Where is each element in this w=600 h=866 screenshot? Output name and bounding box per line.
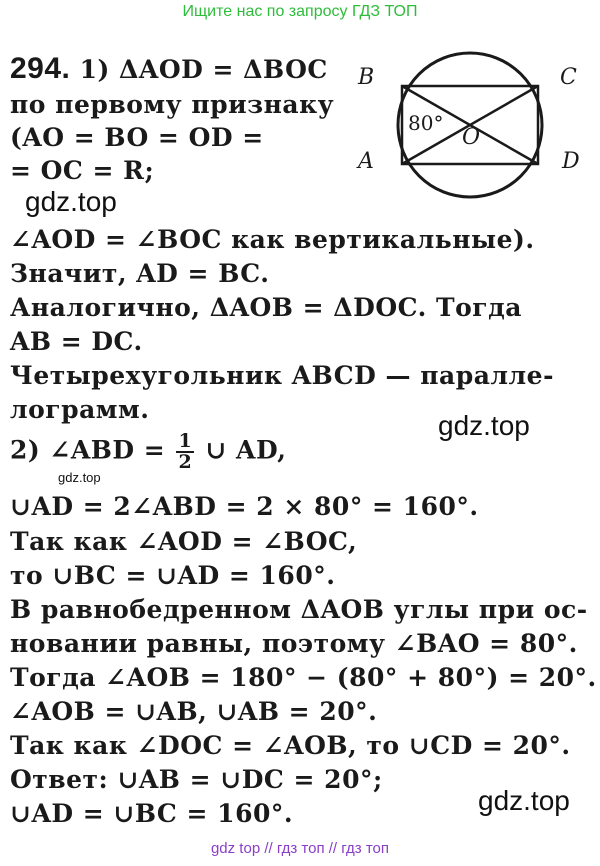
- line-text: 1) ΔAOD = ΔBOC: [79, 55, 328, 84]
- solution-line-7: Аналогично, ΔAOB = ΔDOC. Тогда: [10, 293, 522, 322]
- solution-line-14: В равнобедренном ΔAOB углы при ос-: [10, 595, 588, 624]
- step-2-prefix: 2) ∠ABD =: [10, 435, 166, 465]
- footer-links: gdz top // гдз топ // гдз топ: [210, 840, 390, 857]
- solution-line-10: лограмм.: [10, 395, 150, 424]
- solution-line-16: Тогда ∠AOB = 180° − (80° + 80°) = 20°.: [10, 663, 597, 692]
- solution-line-3: (AO = BO = OD =: [10, 123, 264, 152]
- label-d: D: [562, 149, 580, 174]
- solution-line-2: по первому признаку: [10, 90, 335, 119]
- solution-line-12: Так как ∠AOD = ∠BOC,: [10, 527, 358, 556]
- solution-line-4: = OC = R;: [10, 156, 155, 185]
- label-a: A: [358, 149, 374, 174]
- solution-line-8: AB = DC.: [10, 327, 143, 356]
- fraction-denominator: 2: [178, 451, 193, 473]
- step-2-line: [10, 432, 286, 472]
- answer-line-1: Ответ: ∪AB = ∪DC = 20°;: [10, 765, 383, 794]
- one-half-fraction: [176, 432, 194, 472]
- angle-label: 80°: [408, 111, 444, 135]
- solution-line-9: Четырехугольник ABCD — паралле-: [10, 361, 554, 390]
- watermark: gdz.top: [58, 470, 101, 485]
- watermark: gdz.top: [438, 410, 530, 441]
- solution-line-11: ∪AD = 2∠ABD = 2 × 80° = 160°.: [10, 492, 479, 521]
- step-2-suffix: ∪ AD,: [205, 435, 287, 465]
- solution-line-13: то ∪BC = ∪AD = 160°.: [10, 561, 336, 590]
- watermark: gdz.top: [25, 186, 117, 217]
- solution-line-1: [10, 52, 328, 86]
- answer-line-2: ∪AD = ∪BC = 160°.: [10, 799, 294, 828]
- problem-number: 294.: [10, 52, 71, 85]
- label-b: B: [358, 65, 375, 90]
- circle-figure: [350, 50, 590, 200]
- fraction-numerator: 1: [178, 430, 193, 452]
- label-o: O: [462, 125, 481, 150]
- solution-line-15: новании равны, поэтому ∠BAO = 80°.: [10, 629, 578, 658]
- watermark: gdz.top: [478, 785, 570, 816]
- search-banner: Ищите нас по запросу ГДЗ ТОП: [182, 3, 418, 20]
- solution-line-18: Так как ∠DOC = ∠AOB, то ∪CD = 20°.: [10, 731, 571, 760]
- solution-line-5: ∠AOD = ∠BOC как вертикальные).: [10, 225, 535, 254]
- solution-line-6: Значит, AD = BC.: [10, 259, 270, 288]
- solution-line-17: ∠AOB = ∪AB, ∪AB = 20°.: [10, 697, 378, 726]
- label-c: C: [560, 65, 577, 90]
